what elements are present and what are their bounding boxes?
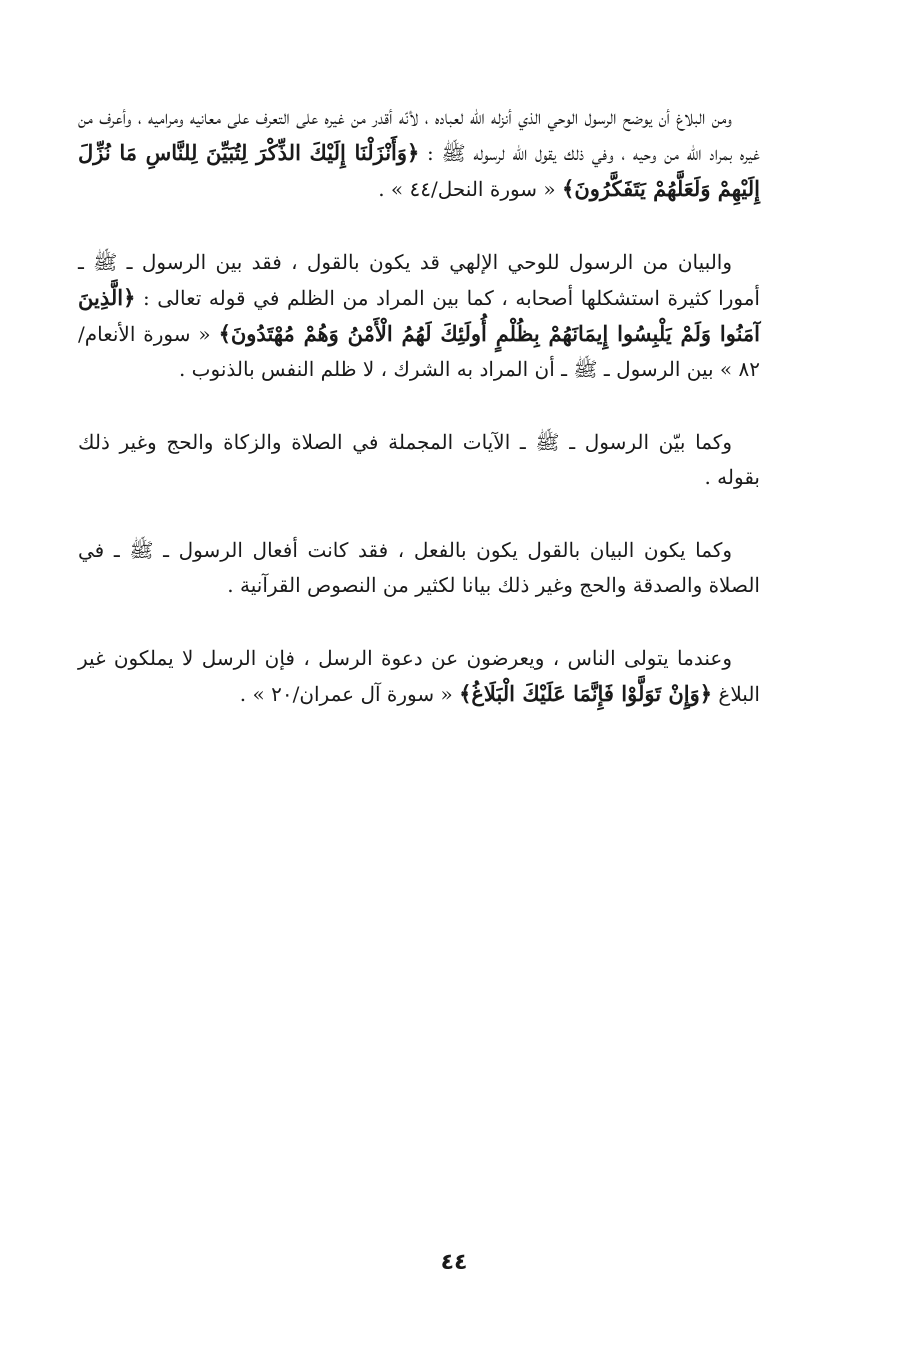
- paragraph-1-text-1: ومن البلاغ أن يوضح الرسول الوحي الذي أنزله الله لعباده ، لأنّه أقدر من غيره على التعرف على معانيه ومراميه ، وأعرف من غيره بمراد الله من وحيه ، وفي ذلك يقول الله لرسوله ﷺ :: [78, 105, 760, 165]
- paragraph-5: [78, 641, 760, 712]
- paragraph-1: [78, 100, 760, 207]
- paragraph-3-text-1: وكما بيّن الرسول ـ ﷺ ـ الآيات المجملة في الصلاة والزكاة والحج وغير ذلك بقوله .: [78, 430, 760, 489]
- paragraph-5-text-1: وعندما يتولى الناس ، ويعرضون عن دعوة الرسل ، فإن الرسل لا يملكون غير البلاغ: [78, 646, 760, 706]
- page-body: [78, 100, 760, 750]
- paragraph-2-text-1: والبيان من الرسول للوحي الإلهي قد يكون بالقول ، فقد بين الرسول ـ ﷺ ـ أمورا كثيرة استشكلها أصحابه ، كما بين المراد من الظلم في قوله تعالى :: [78, 250, 760, 310]
- paragraph-5-quran-verse: ﴿وَإِنْ تَوَلَّوْا فَإِنَّمَا عَلَيْكَ الْبَلَاغُ﴾: [459, 681, 713, 706]
- paragraph-3: [78, 425, 760, 495]
- paragraph-1-quran-verse: ﴿وَأَنْزَلْنَا إِلَيْكَ الذِّكْرَ لِتُبَيِّنَ لِلنَّاسِ مَا نُزِّلَ إِلَيْهِمْ وَلَعَلَّهُمْ يَتَفَكَّرُونَ﴾: [78, 140, 760, 201]
- paragraph-1-text-2: « سورة النحل/٤٤ » .: [378, 177, 563, 201]
- paragraph-2: [78, 245, 760, 387]
- paragraph-4-text-1: وكما يكون البيان بالقول يكون بالفعل ، فقد كانت أفعال الرسول ـ ﷺ ـ في الصلاة والصدقة والحج وغير ذلك بيانا لكثير من النصوص القرآنية .: [78, 538, 760, 597]
- paragraph-4: [78, 533, 760, 603]
- paragraph-2-text-2: « سورة الأنعام/٨٢ » بين الرسول ـ ﷺ ـ أن المراد به الشرك ، لا ظلم النفس بالذنوب .: [78, 322, 760, 381]
- paragraph-2-quran-verse: ﴿الَّذِينَ آمَنُوا وَلَمْ يَلْبِسُوا إِيمَانَهُمْ بِظُلْمٍ أُولَئِكَ لَهُمُ الْأَمْنُ وَهُمْ مُهْتَدُونَ﴾: [78, 285, 760, 346]
- paragraph-5-text-2: « سورة آل عمران/٢٠ » .: [239, 682, 460, 706]
- page-number: ٤٤: [440, 1250, 468, 1275]
